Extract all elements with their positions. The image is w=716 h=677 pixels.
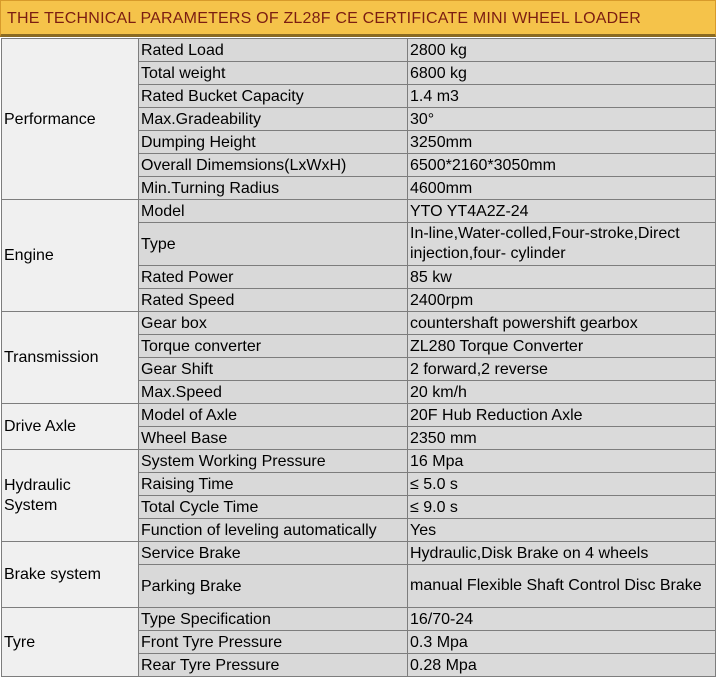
title-bar	[0, 0, 716, 37]
value-cell: ≤ 5.0 s	[408, 473, 716, 496]
value-cell: Yes	[408, 519, 716, 542]
value-cell: 3250mm	[408, 131, 716, 154]
category-cell-performance: Performance	[2, 39, 139, 200]
value-cell: manual Flexible Shaft Control Disc Brake	[408, 565, 716, 608]
category-cell-brake-system: Brake system	[2, 542, 139, 608]
spec-table-body	[2, 39, 716, 677]
value-cell: 20 km/h	[408, 381, 716, 404]
param-cell: Service Brake	[139, 542, 408, 565]
param-cell: Max.Gradeability	[139, 108, 408, 131]
value-cell: 30°	[408, 108, 716, 131]
param-cell: Total weight	[139, 62, 408, 85]
value-cell: 2400rpm	[408, 289, 716, 312]
category-cell-transmission: Transmission	[2, 312, 139, 404]
category-cell-engine: Engine	[2, 200, 139, 312]
value-cell: 16/70-24	[408, 608, 716, 631]
param-cell: Front Tyre Pressure	[139, 631, 408, 654]
value-cell: In-line,Water-colled,Four-stroke,Direct injection,four- cylinder	[408, 223, 716, 266]
table-row	[2, 450, 716, 473]
value-cell: ≤ 9.0 s	[408, 496, 716, 519]
param-cell: Wheel Base	[139, 427, 408, 450]
param-cell: Rated Bucket Capacity	[139, 85, 408, 108]
param-cell: Type	[139, 223, 408, 266]
category-cell-tyre: Tyre	[2, 608, 139, 677]
value-cell: countershaft powershift gearbox	[408, 312, 716, 335]
value-cell: 0.3 Mpa	[408, 631, 716, 654]
param-cell: Rated Power	[139, 266, 408, 289]
param-cell: Dumping Height	[139, 131, 408, 154]
param-cell: Rear Tyre Pressure	[139, 654, 408, 677]
param-cell: Raising Time	[139, 473, 408, 496]
value-cell: 2 forward,2 reverse	[408, 358, 716, 381]
table-row	[2, 200, 716, 223]
value-cell: 0.28 Mpa	[408, 654, 716, 677]
value-cell: 16 Mpa	[408, 450, 716, 473]
param-cell: Rated Load	[139, 39, 408, 62]
value-cell: 2800 kg	[408, 39, 716, 62]
table-row	[2, 312, 716, 335]
param-cell: Parking Brake	[139, 565, 408, 608]
value-cell: YTO YT4A2Z-24	[408, 200, 716, 223]
value-cell: 1.4 m3	[408, 85, 716, 108]
value-cell: 20F Hub Reduction Axle	[408, 404, 716, 427]
param-cell: Min.Turning Radius	[139, 177, 408, 200]
category-cell-drive-axle: Drive Axle	[2, 404, 139, 450]
param-cell: Gear box	[139, 312, 408, 335]
category-cell-hydraulic-system: Hydraulic System	[2, 450, 139, 542]
table-row	[2, 404, 716, 427]
param-cell: Model of Axle	[139, 404, 408, 427]
value-cell: 2350 mm	[408, 427, 716, 450]
param-cell: Model	[139, 200, 408, 223]
value-cell: 6500*2160*3050mm	[408, 154, 716, 177]
page-title: THE TECHNICAL PARAMETERS OF ZL28F CE CERTIFICATE MINI WHEEL LOADER	[7, 10, 642, 27]
param-cell: Type Specification	[139, 608, 408, 631]
value-cell: 85 kw	[408, 266, 716, 289]
param-cell: Overall Dimemsions(LxWxH)	[139, 154, 408, 177]
value-cell: Hydraulic,Disk Brake on 4 wheels	[408, 542, 716, 565]
param-cell: Max.Speed	[139, 381, 408, 404]
value-cell: 4600mm	[408, 177, 716, 200]
value-cell: 6800 kg	[408, 62, 716, 85]
param-cell: Function of leveling automatically	[139, 519, 408, 542]
param-cell: Total Cycle Time	[139, 496, 408, 519]
param-cell: Gear Shift	[139, 358, 408, 381]
param-cell: System Working Pressure	[139, 450, 408, 473]
table-row	[2, 542, 716, 565]
table-row	[2, 39, 716, 62]
value-cell: ZL280 Torque Converter	[408, 335, 716, 358]
param-cell: Rated Speed	[139, 289, 408, 312]
table-row	[2, 608, 716, 631]
spec-table	[1, 38, 716, 677]
param-cell: Torque converter	[139, 335, 408, 358]
